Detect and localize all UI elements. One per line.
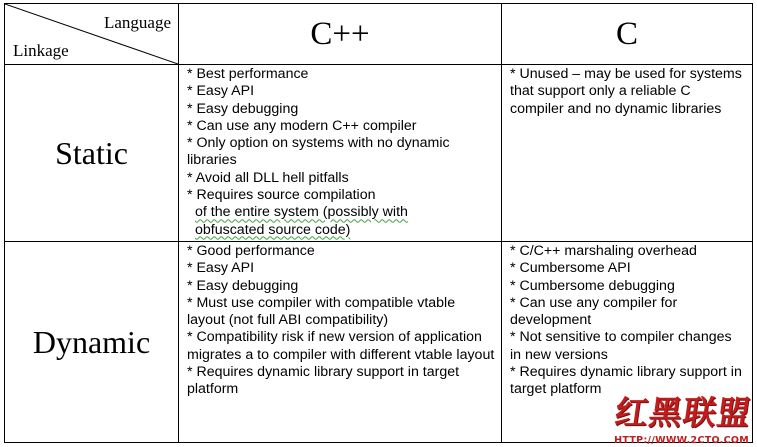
static-cpp-list bbox=[179, 65, 501, 239]
list-item: * Cumbersome API bbox=[510, 260, 631, 277]
list-item-text: of the entire system (possibly with bbox=[195, 204, 408, 221]
list-item: * Requires source compilation bbox=[187, 187, 376, 204]
list-item: * Can use any modern C++ compiler bbox=[187, 117, 417, 134]
row-label-static: Static bbox=[5, 65, 179, 242]
static-c-list bbox=[502, 65, 752, 118]
list-item: * Not sensitive to compiler changes in new versions bbox=[510, 329, 732, 363]
list-item: * Unused – may be used for systems that support only a reliable C compiler and no dynamic libraries bbox=[510, 66, 742, 117]
dynamic-c-list bbox=[502, 242, 752, 399]
list-item: * Easy API bbox=[187, 83, 255, 100]
static-cpp-cell bbox=[179, 65, 502, 242]
dynamic-cpp-list bbox=[179, 242, 501, 399]
list-item: * Easy API bbox=[187, 260, 255, 277]
list-item: * Requires dynamic library support in target platform bbox=[510, 364, 742, 398]
list-item bbox=[187, 204, 495, 221]
column-header-cpp: C++ bbox=[179, 4, 502, 65]
list-item: * Only option on systems with no dynamic libraries bbox=[187, 135, 450, 169]
list-item bbox=[187, 222, 495, 239]
list-item-text: obfuscated source code) bbox=[195, 221, 351, 238]
corner-language-label: Language bbox=[103, 13, 171, 32]
list-item: * C/C++ marshaling overhead bbox=[510, 243, 697, 259]
list-item: * Must use compiler with compatible vtable layout (not full ABI compatibility) bbox=[187, 294, 456, 329]
static-c-cell bbox=[502, 65, 753, 242]
header-row bbox=[5, 4, 753, 65]
list-item: * Requires dynamic library support in target platform bbox=[187, 364, 460, 398]
static-row bbox=[5, 65, 753, 242]
corner-header-cell bbox=[5, 4, 179, 65]
list-item: * Best performance bbox=[187, 66, 309, 82]
column-header-c: C bbox=[502, 4, 753, 65]
list-item: * Can use any compiler for development bbox=[510, 294, 678, 329]
watermark-url: HTTP://WWW.2CTO.COM bbox=[614, 435, 749, 446]
list-item: * Cumbersome debugging bbox=[510, 277, 675, 294]
list-item: * Easy debugging bbox=[187, 100, 299, 117]
list-item: * Easy debugging bbox=[187, 277, 299, 294]
corner-linkage-label: Linkage bbox=[13, 41, 69, 60]
list-item: * Avoid all DLL hell pitfalls bbox=[187, 169, 349, 186]
list-item: * Compatibility risk if new version of application migrates a to compiler with different vtable layout bbox=[187, 329, 495, 363]
dynamic-cpp-cell bbox=[179, 242, 502, 443]
list-item: * Good performance bbox=[187, 243, 315, 259]
linkage-comparison-table bbox=[4, 3, 753, 443]
watermark-logo: 红黑联盟 bbox=[612, 393, 754, 432]
watermark bbox=[605, 395, 755, 447]
row-label-dynamic: Dynamic bbox=[5, 242, 179, 443]
